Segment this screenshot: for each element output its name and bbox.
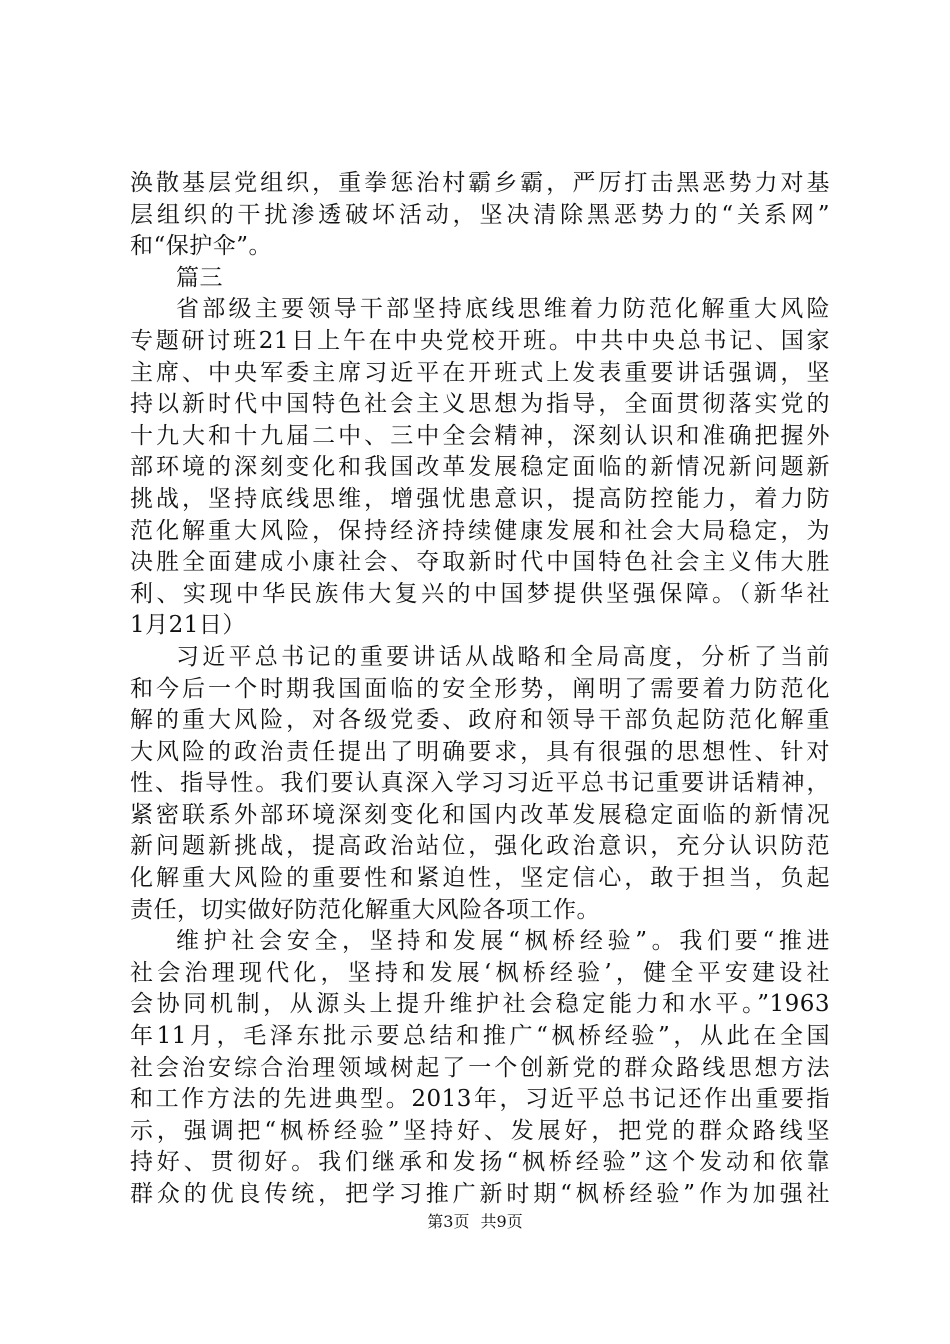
text-line: 新问题新挑战，提高政治站位，强化政治意识，充分认识防范 (130, 833, 830, 860)
text-line: 和“保护伞”。 (130, 233, 273, 260)
text-line: 篇三 (176, 264, 223, 291)
text-line: 示，强调把“枫桥经验”坚持好、发展好，把党的群众路线坚 (130, 1117, 830, 1144)
document-body (130, 168, 830, 1211)
text-line: 决胜全面建成小康社会、夺取新时代中国特色社会主义伟大胜 (130, 549, 830, 576)
text-line: 大风险的政治责任提出了明确要求，具有很强的思想性、针对 (130, 738, 830, 765)
text-line: 和今后一个时期我国面临的安全形势，阐明了需要着力防范化 (130, 675, 830, 702)
text-line: 涣散基层党组织，重拳惩治村霸乡霸，严厉打击黑恶势力对基 (130, 170, 830, 196)
page-footer (0, 1212, 950, 1232)
page-number-current: 第3页 (427, 1212, 470, 1231)
text-line: 1月21日） (130, 612, 246, 639)
text-line: 责任，切实做好防范化解重大风险各项工作。 (130, 896, 600, 923)
page-number-total: 共9页 (480, 1212, 523, 1231)
text-line: 利、实现中华民族伟大复兴的中国梦提供坚强保障。（新华社 (130, 580, 830, 607)
text-line: 持以新时代中国特色社会主义思想为指导，全面贯彻落实党的 (130, 391, 830, 418)
text-line: 挑战，坚持底线思维，增强忧患意识，提高防控能力，着力防 (130, 485, 830, 512)
text-line: 会协同机制，从源头上提升维护社会稳定能力和水平。”1963 (130, 991, 830, 1018)
text-line: 社会治理现代化，坚持和发展‘枫桥经验’，健全平安建设社 (130, 959, 830, 986)
text-line: 社会治安综合治理领域树起了一个创新党的群众路线思想方法 (130, 1054, 830, 1081)
text-line: 解的重大风险，对各级党委、政府和领导干部负起防范化解重 (130, 707, 830, 734)
text-line: 习近平总书记的重要讲话从战略和全局高度，分析了当前 (176, 643, 830, 670)
text-line: 化解重大风险的重要性和紧迫性，坚定信心，敢于担当，负起 (130, 865, 830, 892)
text-line: 十九大和十九届二中、三中全会精神，深刻认识和准确把握外 (130, 422, 830, 449)
text-line: 性、指导性。我们要认真深入学习习近平总书记重要讲话精神， (130, 770, 830, 797)
text-line: 范化解重大风险，保持经济持续健康发展和社会大局稳定，为 (130, 517, 830, 544)
text-line: 省部级主要领导干部坚持底线思维着力防范化解重大风险 (176, 296, 830, 323)
text-line: 主席、中央军委主席习近平在开班式上发表重要讲话强调，坚 (130, 359, 830, 386)
text-line: 层组织的干扰渗透破坏活动，坚决清除黑恶势力的“关系网” (130, 201, 830, 228)
text-line: 部环境的深刻变化和我国改革发展稳定面临的新情况新问题新 (130, 454, 830, 481)
text-line: 群众的优良传统，把学习推广新时期“枫桥经验”作为加强社 (130, 1181, 830, 1207)
text-line: 专题研讨班21日上午在中央党校开班。中共中央总书记、国家 (130, 327, 830, 354)
text-line: 持好、贯彻好。我们继承和发扬“枫桥经验”这个发动和依靠 (130, 1149, 830, 1176)
text-line: 维护社会安全，坚持和发展“枫桥经验”。我们要“推进 (176, 928, 830, 955)
text-line: 年11月，毛泽东批示要总结和推广“枫桥经验”，从此在全国 (130, 1023, 830, 1050)
text-line: 和工作方法的先进典型。2013年，习近平总书记还作出重要指 (130, 1086, 830, 1113)
text-line: 紧密联系外部环境深刻变化和国内改革发展稳定面临的新情况 (130, 801, 830, 828)
